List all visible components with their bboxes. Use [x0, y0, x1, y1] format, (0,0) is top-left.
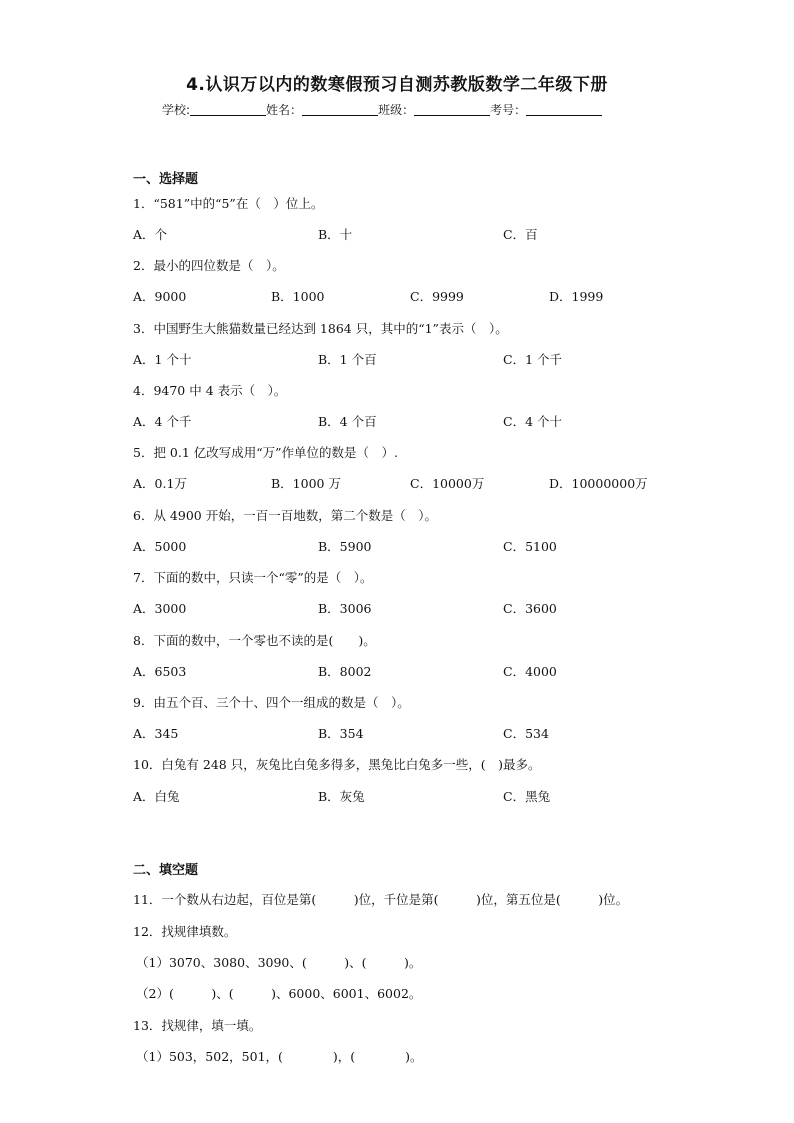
question-3: 3．中国野生大熊猫数量已经达到 1864 只，其中的“1”表示（ ）。 — [133, 321, 508, 336]
question-8-option-c: C．4000 — [503, 664, 557, 679]
question-6-option-a: A．5000 — [133, 539, 187, 554]
question-9: 9．由五个百、三个十、四个一组成的数是（ ）。 — [133, 695, 410, 710]
question-2-option-c: C．9999 — [410, 289, 464, 304]
section-heading-choice: 一、选择题 — [133, 172, 199, 187]
question-7-option-c: C．3600 — [503, 601, 557, 616]
number-blank[interactable] — [526, 103, 602, 116]
question-5-option-b: B．1000 万 — [271, 476, 341, 491]
question-3-option-a: A．1 个十 — [133, 352, 192, 367]
question-10: 10．白兔有 248 只，灰兔比白兔多得多，黑兔比白兔多一些，( )最多。 — [133, 757, 541, 772]
question-12-sub-2: （2）( )、( )、6000、6001、6002。 — [136, 986, 422, 1001]
question-2-option-a: A．9000 — [133, 289, 187, 304]
school-label: 学校: — [162, 103, 191, 117]
student-info-line — [162, 101, 602, 118]
question-2-option-b: B．1000 — [271, 289, 325, 304]
question-2: 2．最小的四位数是（ ）。 — [133, 258, 285, 273]
question-13: 13．找规律，填一填。 — [133, 1018, 262, 1033]
question-1-option-a: A．个 — [133, 227, 168, 242]
section-heading-fill: 二、填空题 — [133, 863, 199, 878]
page-title: 4.认识万以内的数寒假预习自测苏教版数学二年级下册 — [186, 75, 608, 95]
question-11: 11．一个数从右边起，百位是第( )位，千位是第( )位，第五位是( )位。 — [133, 892, 629, 907]
question-1: 1．“581”中的“5”在（ ）位上。 — [133, 196, 324, 211]
question-12: 12．找规律填数。 — [133, 924, 237, 939]
question-4-option-b: B．4 个百 — [318, 414, 377, 429]
question-8-option-b: B．8002 — [318, 664, 372, 679]
class-label: 班级： — [378, 103, 415, 117]
question-5: 5．把 0.1 亿改写成用“万”作单位的数是（ ）. — [133, 445, 399, 460]
question-10-option-b: B．灰兔 — [318, 789, 365, 804]
question-6: 6．从 4900 开始，一百一百地数，第二个数是（ ）。 — [133, 508, 437, 523]
name-blank[interactable] — [302, 103, 378, 116]
class-blank[interactable] — [414, 103, 490, 116]
question-9-option-a: A．345 — [133, 726, 179, 741]
question-3-option-c: C．1 个千 — [503, 352, 562, 367]
question-5-option-a: A．0.1万 — [133, 476, 187, 491]
question-6-option-b: B．5900 — [318, 539, 372, 554]
school-blank[interactable] — [190, 103, 266, 116]
question-8-option-a: A．6503 — [133, 664, 187, 679]
question-7-option-b: B．3006 — [318, 601, 372, 616]
question-8: 8．下面的数中，一个零也不读的是( )。 — [133, 633, 376, 648]
question-10-option-a: A．白兔 — [133, 789, 180, 804]
question-7-option-a: A．3000 — [133, 601, 187, 616]
question-5-option-d: D．10000000万 — [549, 476, 648, 491]
question-9-option-b: B．354 — [318, 726, 364, 741]
question-5-option-c: C．10000万 — [410, 476, 485, 491]
question-10-option-c: C．黑兔 — [503, 789, 551, 804]
number-label: 考号： — [490, 103, 527, 117]
question-7: 7．下面的数中，只读一个“零”的是（ ）。 — [133, 570, 373, 585]
question-12-sub-1: （1）3070、3080、3090、( )、( )。 — [136, 955, 422, 970]
question-2-option-d: D．1999 — [549, 289, 604, 304]
question-4: 4．9470 中 4 表示（ ）。 — [133, 383, 287, 398]
question-1-option-b: B．十 — [318, 227, 353, 242]
question-4-option-c: C．4 个十 — [503, 414, 562, 429]
question-9-option-c: C．534 — [503, 726, 549, 741]
question-1-option-c: C．百 — [503, 227, 538, 242]
name-label: 姓名： — [266, 103, 303, 117]
question-4-option-a: A．4 个千 — [133, 414, 192, 429]
question-6-option-c: C．5100 — [503, 539, 557, 554]
question-13-sub-1: （1）503，502，501，( )，( )。 — [136, 1049, 423, 1064]
question-3-option-b: B．1 个百 — [318, 352, 377, 367]
